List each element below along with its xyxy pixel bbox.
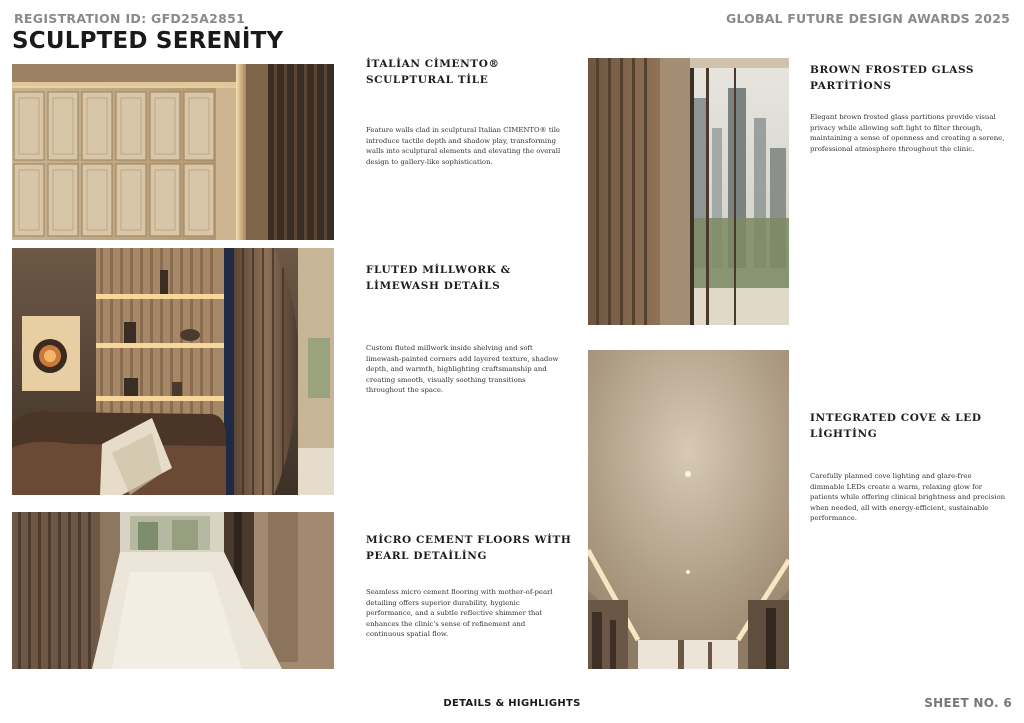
section-title-micro-cement: MİCRO CEMENT FLOORS WİTH PEARL DETAİLİNG [366, 534, 572, 562]
tile-wall-image [12, 64, 334, 240]
page-title: SCULPTED SERENİTY [12, 28, 284, 54]
micro-cement-image [12, 512, 334, 669]
section-title-cove-lighting: INTEGRATED COVE & LED LİGHTİNG [810, 412, 982, 440]
glass-partitions-image [588, 58, 789, 325]
section-body-cimento-tile: Feature walls clad in sculptural Italian CIMENTO® tile introduce tactile depth and shadow play, transforming walls into sculptural elements and elevating the overall design to gallery-like sophistication. [366, 126, 561, 166]
section-title-cimento-tile: İTALİAN CİMENTO® SCULPTURAL TİLE [366, 58, 500, 86]
millwork-image [12, 248, 334, 495]
section-body-fluted-millwork: Custom fluted millwork inside shelving and soft limewash-painted corners add layered texture, shadow depth, and warmth, highlighting craftsmanship and creating smooth, visually soothing transitions throughout the space. [366, 344, 559, 395]
footer-label: DETAILS & HIGHLIGHTS [443, 698, 581, 709]
section-body-cove-lighting: Carefully planned cove lighting and glare-free dimmable LEDs create a warm, relaxing glow for patients while offering clinical brightness and precision when needed, all with energy-efficient, sustainable performance. [810, 472, 1006, 523]
sheet-number: SHEET NO. 6 [924, 696, 1012, 710]
section-body-micro-cement: Seamless micro cement flooring with mother-of-pearl detailing offers superior durability, hygienic performance, and a subtle reflective shimmer that enhances the clinic's sense of refinement and continuous spatial flow. [366, 588, 553, 639]
section-title-fluted-millwork: FLUTED MİLLWORK & LİMEWASH DETAİLS [366, 264, 511, 292]
section-body-glass-partitions: Elegant brown frosted glass partitions provide visual privacy while allowing soft light to filter through, maintaining a sense of openness and creating a serene, professional atmosphere throughout the clinic. [810, 113, 1005, 153]
section-title-glass-partitions: BROWN FROSTED GLASS PARTİTİONS [810, 64, 975, 92]
award-name: GLOBAL FUTURE DESIGN AWARDS 2025 [725, 11, 1010, 26]
registration-id: REGISTRATION ID: GFD25A2851 [14, 11, 246, 26]
cove-lighting-image [588, 350, 789, 669]
